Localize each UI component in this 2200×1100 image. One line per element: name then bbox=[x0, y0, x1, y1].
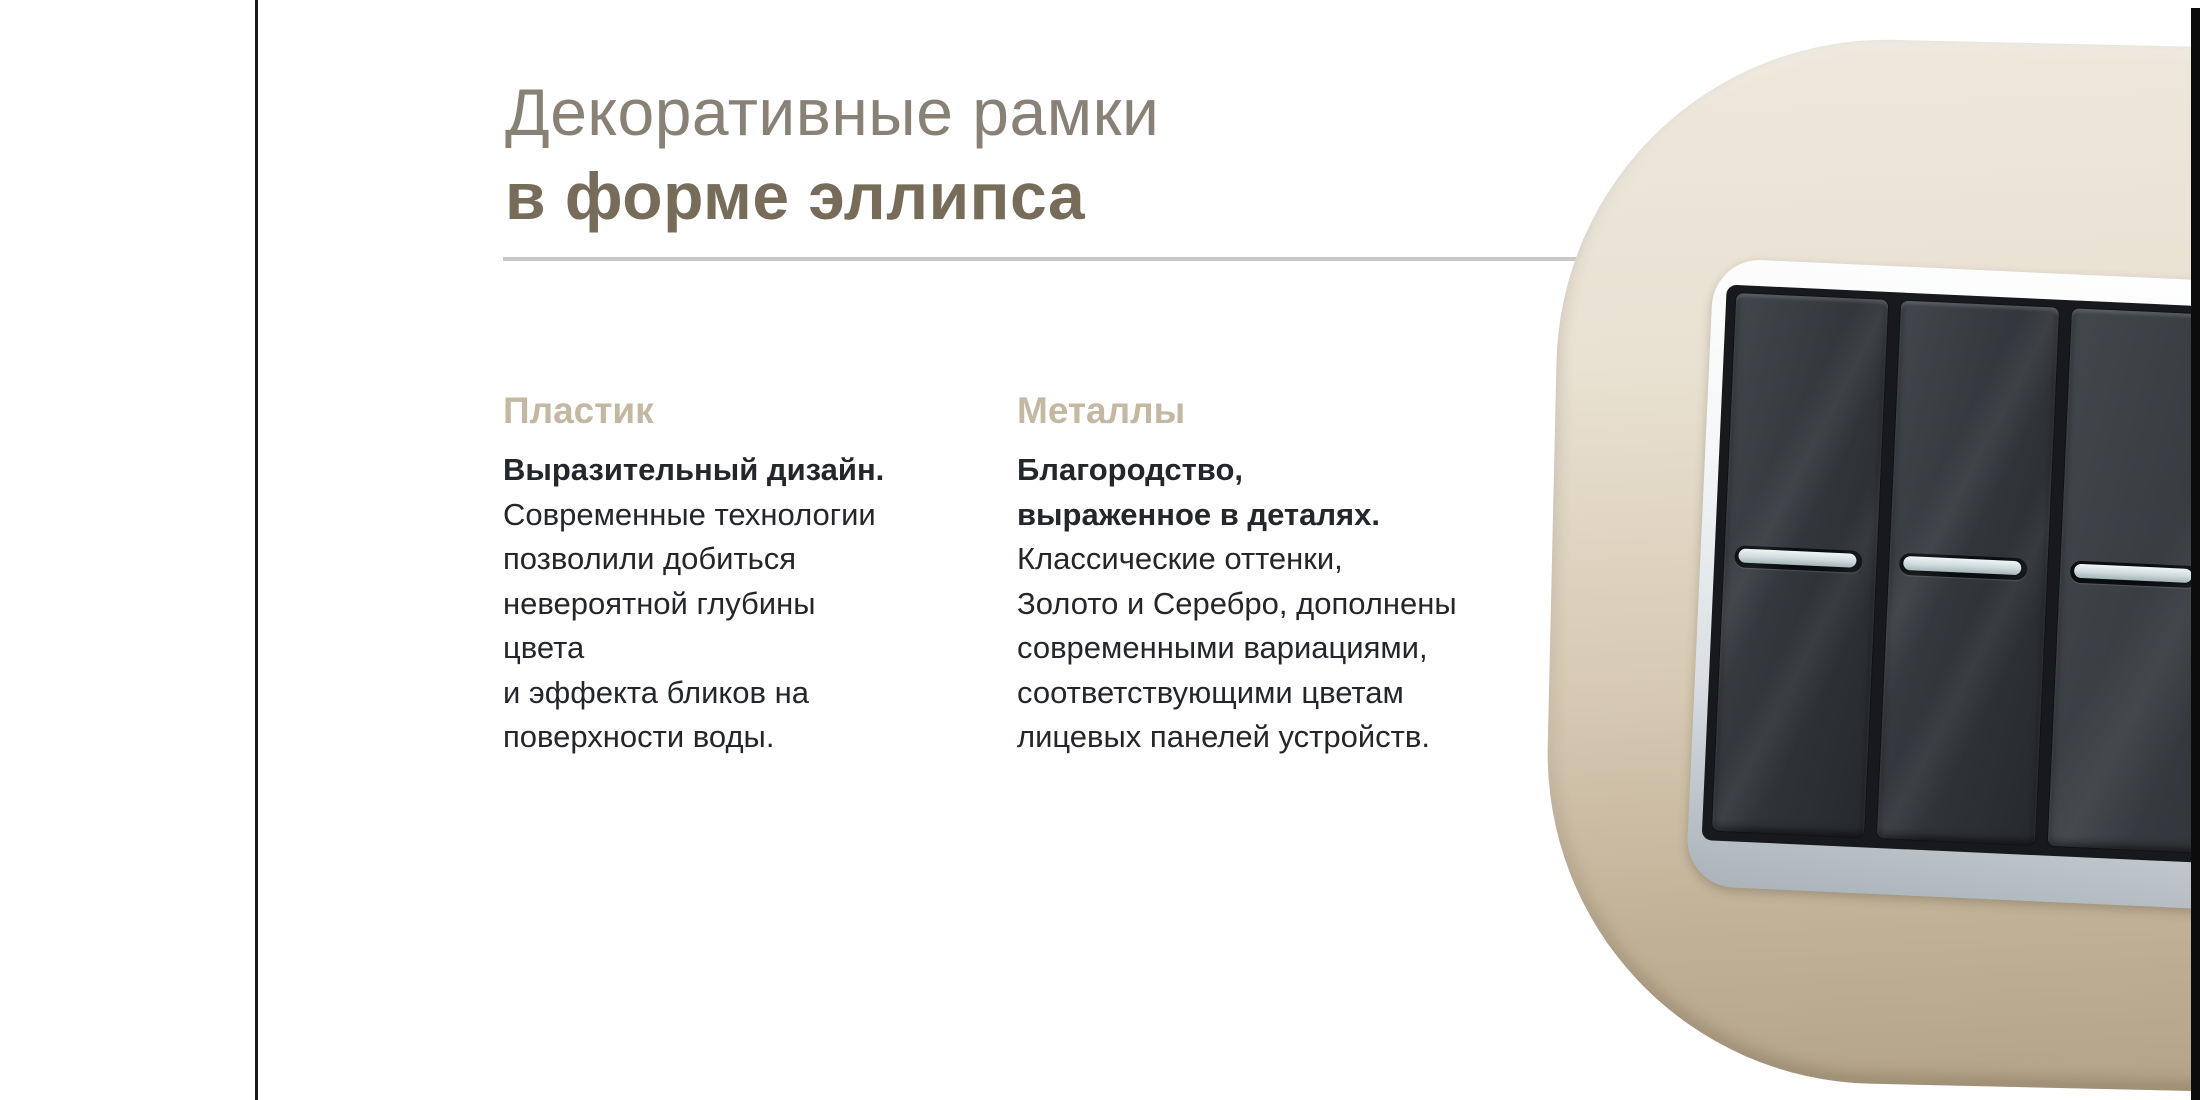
text-line: Золото и Серебро, дополнены bbox=[1017, 585, 1457, 621]
page-left-border bbox=[255, 0, 258, 1100]
section-plastic-heading: Пластик bbox=[503, 390, 654, 431]
text-line: Современные технологии bbox=[503, 496, 876, 532]
slot-indicator bbox=[2074, 564, 2193, 583]
text-line: Выразительный дизайн. bbox=[503, 452, 885, 487]
page-right-border bbox=[2191, 8, 2200, 1100]
rocker-switch bbox=[1877, 301, 2059, 846]
title-divider bbox=[503, 257, 1592, 261]
title-line-1: Декоративные рамки bbox=[505, 75, 1160, 149]
text-line: и эффекта бликов на bbox=[503, 674, 809, 710]
rocker-switch bbox=[1712, 293, 1888, 837]
chrome-ring bbox=[1686, 258, 2200, 921]
text-line: Классические оттенки, bbox=[1017, 541, 1343, 576]
switch-dark-plate bbox=[1702, 285, 2200, 877]
text-line: позволили добиться bbox=[503, 541, 797, 576]
title-line-2: в форме эллипса bbox=[505, 159, 1086, 233]
rocker-slot bbox=[1734, 545, 1863, 573]
text-line: поверхности воды. bbox=[503, 719, 775, 754]
rocker-slot bbox=[1899, 553, 2028, 581]
section-metals bbox=[1017, 390, 1487, 760]
rocker-slot bbox=[2070, 560, 2199, 588]
text-line: выраженное в деталях. bbox=[1017, 496, 1380, 532]
text-line: соответствующими цветам bbox=[1017, 674, 1404, 710]
slot-indicator bbox=[1903, 556, 2022, 575]
text-line: лицевых панелей устройств. bbox=[1017, 719, 1430, 754]
slot-indicator bbox=[1738, 548, 1857, 567]
text-line: Благородство, bbox=[1017, 452, 1244, 487]
page-title bbox=[505, 70, 1159, 238]
text-line: современными вариациями, bbox=[1017, 630, 1428, 665]
rocker-switch bbox=[2048, 308, 2200, 866]
section-plastic bbox=[503, 390, 903, 760]
section-metals-heading: Металлы bbox=[1017, 390, 1186, 431]
text-line: невероятной глубины цвета bbox=[503, 585, 816, 665]
